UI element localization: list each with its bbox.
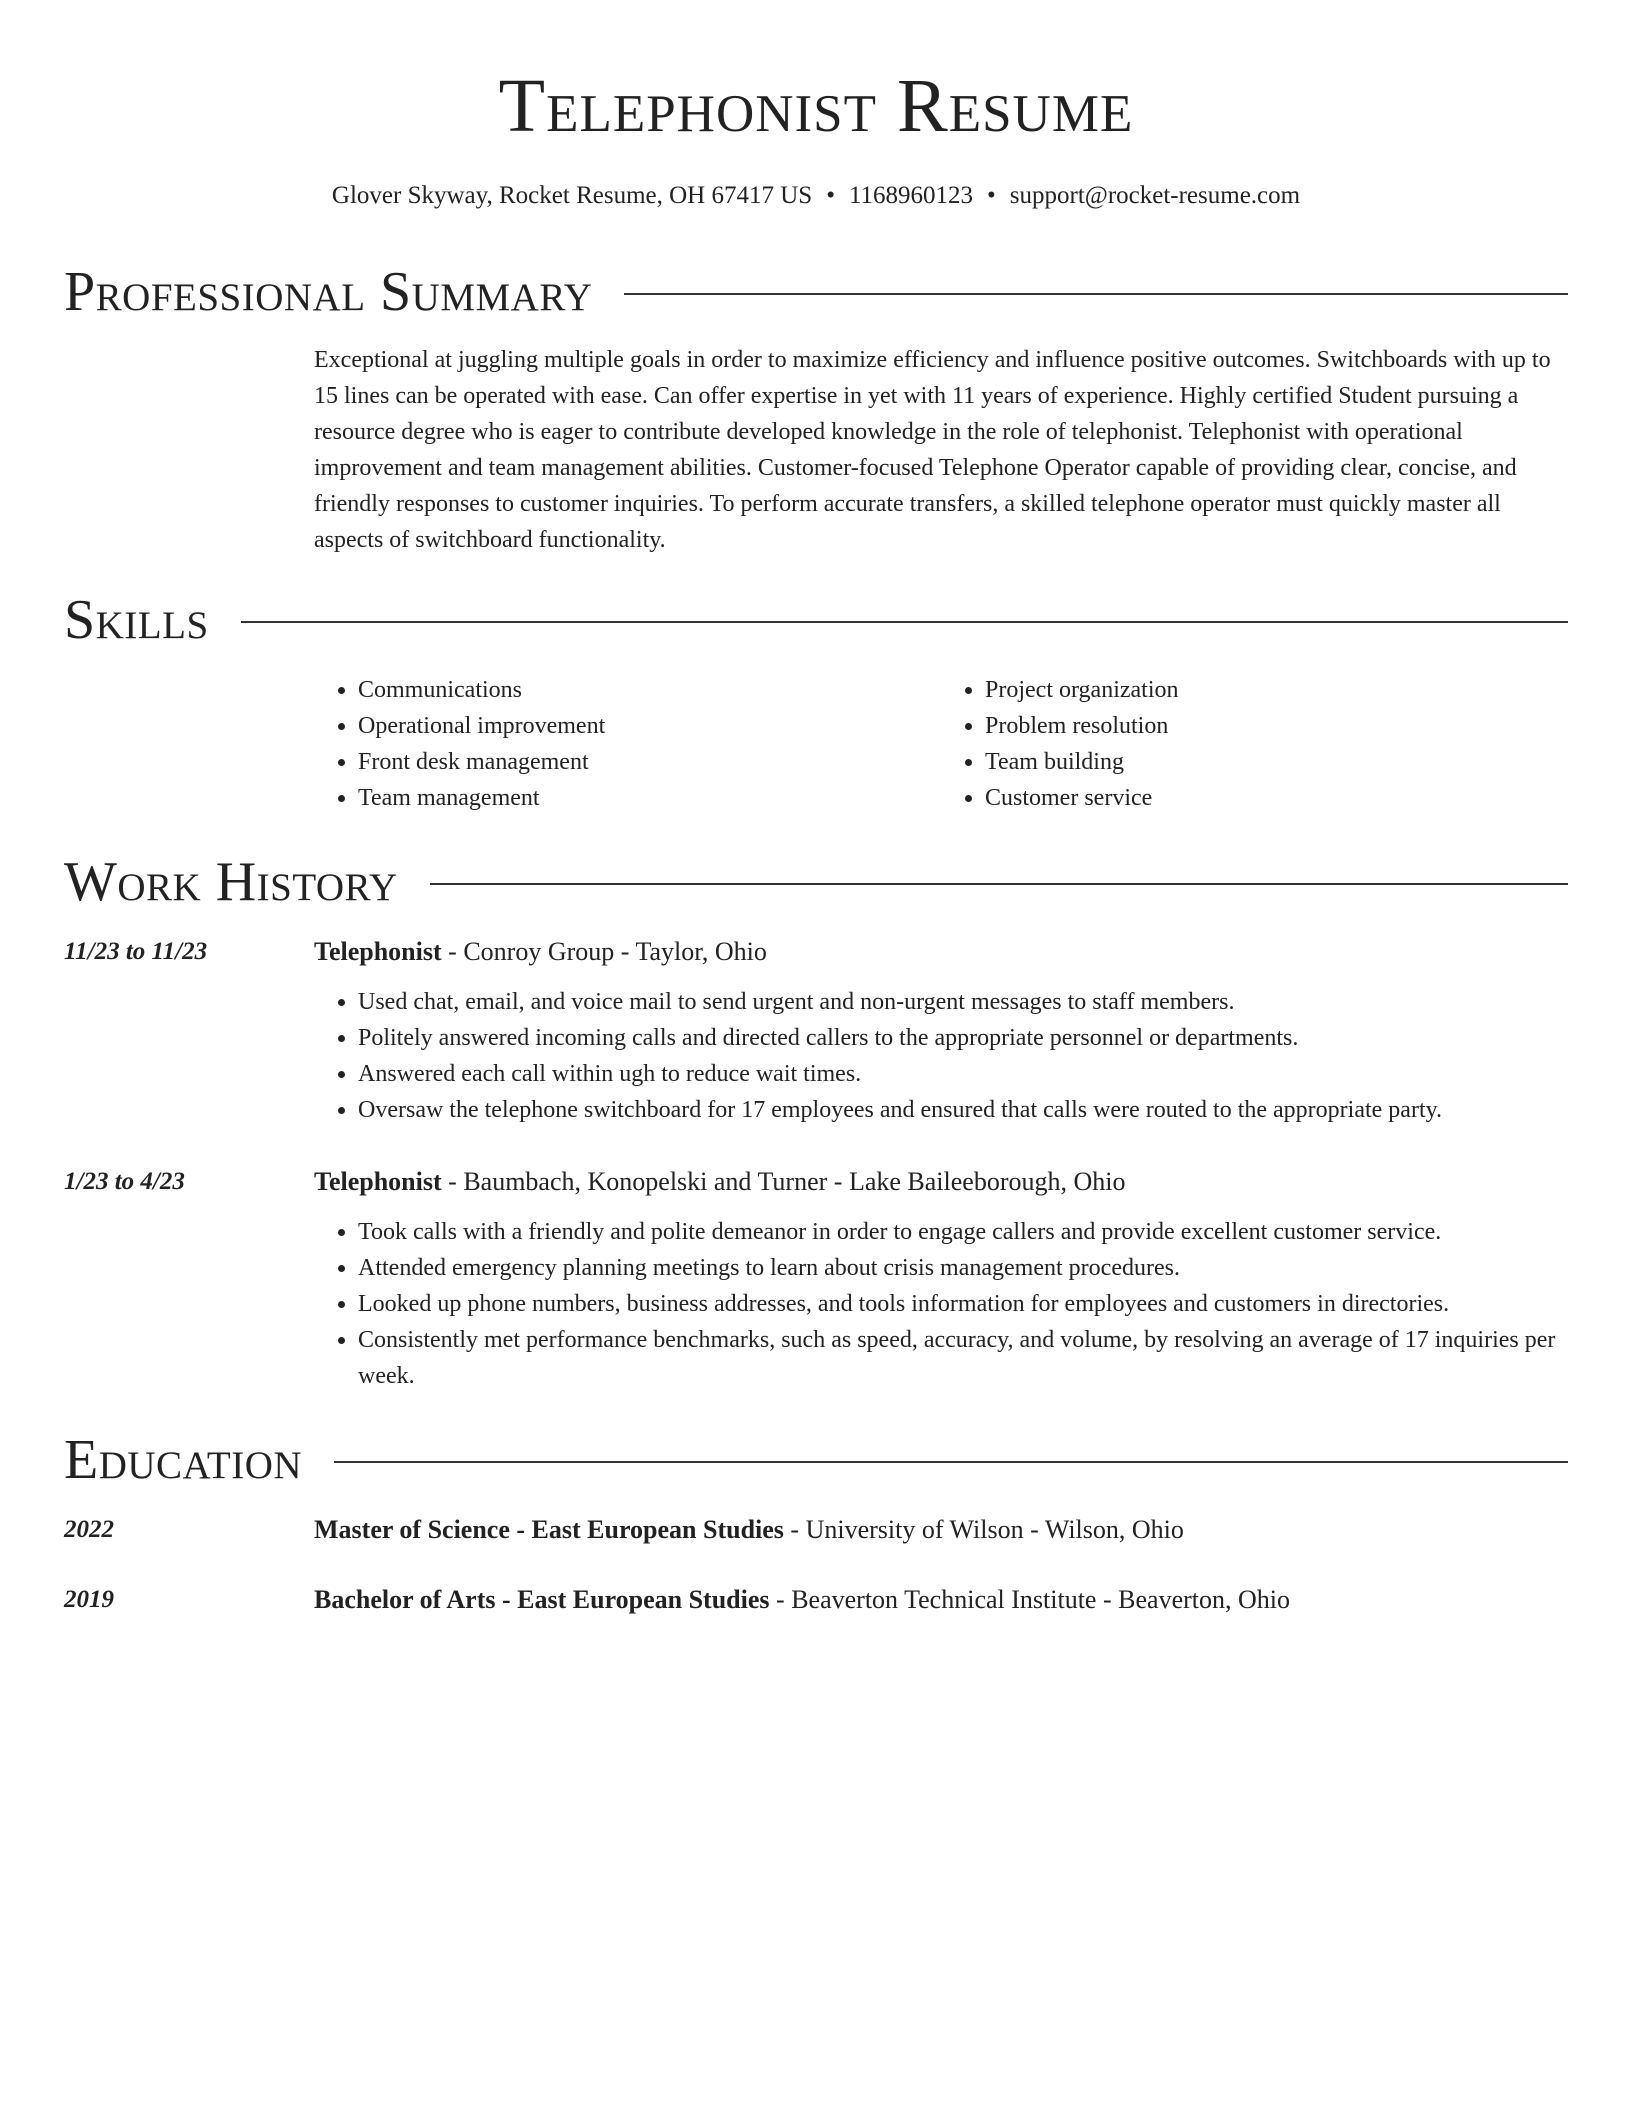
education-body xyxy=(314,1582,1568,1618)
skills-section xyxy=(64,672,1568,816)
skill-item: • Communications xyxy=(358,672,941,708)
skill-item: • Team building xyxy=(985,744,1568,780)
summary-section-header xyxy=(64,260,1568,324)
education-heading: Education xyxy=(64,1429,303,1491)
job-title: Telephonist xyxy=(314,937,442,966)
education-dash: - xyxy=(769,1585,792,1614)
education-school: University of Wilson xyxy=(805,1515,1024,1544)
job-bullet: • Used chat, email, and voice mail to send urgent and non-urgent messages to staff members. xyxy=(358,984,1568,1020)
job-bullet: • Oversaw the telephone switchboard for 17 employees and ensured that calls were routed to the appropriate party. xyxy=(358,1092,1568,1128)
skill-item: • Project organization xyxy=(985,672,1568,708)
education-entry xyxy=(64,1512,1568,1548)
job-title: Telephonist xyxy=(314,1167,442,1196)
contact-separator: • xyxy=(987,182,996,209)
job-body xyxy=(314,1164,1568,1394)
skills-left-gutter xyxy=(64,672,314,816)
job-entry xyxy=(64,934,1568,1128)
work-heading: Work History xyxy=(64,851,398,913)
education-dash: - xyxy=(1096,1585,1119,1614)
job-bullets xyxy=(314,1214,1568,1394)
job-company: Baumbach, Konopelski and Turner xyxy=(463,1167,828,1196)
summary-text: Exceptional at juggling multiple goals in order to maximize efficiency and influence positive outcomes. Switchboards with up to 15 lines can be operated with ease. Can offer expertise in yet with 11 years of experience. Highly certified Student pursuing a resource degree who is eager to contribute developed knowledge in the role of telephonist. Telephonist with operational improvement and team management abilities. Customer-focused Telephone Operator capable of providing clear, concise, and friendly responses to customer inquiries. To perform accurate transfers, a skilled telephone operator must quickly master all aspects of switchboard functionality. xyxy=(314,347,1551,553)
job-bullet: • Took calls with a friendly and polite demeanor in order to engage callers and provide excellent customer service. xyxy=(358,1214,1568,1250)
section-divider xyxy=(624,293,1568,295)
contact-line xyxy=(64,180,1568,212)
skill-item: • Front desk management xyxy=(358,744,941,780)
job-location: Taylor, Ohio xyxy=(635,937,767,966)
job-bullet: • Looked up phone numbers, business addresses, and tools information for employees and customers in directories. xyxy=(358,1286,1568,1322)
education-dash: - xyxy=(783,1515,806,1544)
summary-left-gutter xyxy=(64,342,314,558)
job-body xyxy=(314,934,1568,1128)
job-header xyxy=(314,1164,1568,1200)
skill-item: • Operational improvement xyxy=(358,708,941,744)
skill-item: • Team management xyxy=(358,780,941,816)
section-divider xyxy=(241,621,1568,623)
job-company: Conroy Group xyxy=(463,937,615,966)
job-bullet: • Answered each call within ugh to reduce wait times. xyxy=(358,1056,1568,1092)
education-degree: Master of Science - East European Studies xyxy=(314,1515,784,1544)
skills-heading: Skills xyxy=(64,589,209,651)
contact-address: Glover Skyway, Rocket Resume, OH 67417 US xyxy=(331,182,813,209)
contact-phone: 1168960123 xyxy=(848,182,974,209)
skills-list-left xyxy=(314,672,941,816)
skill-item: • Customer service xyxy=(985,780,1568,816)
education-dash: - xyxy=(1023,1515,1045,1544)
education-location: Wilson, Ohio xyxy=(1044,1515,1184,1544)
job-dates: 1/23 to 4/23 xyxy=(64,1168,185,1195)
job-entry xyxy=(64,1164,1568,1394)
education-location: Beaverton, Ohio xyxy=(1118,1585,1290,1614)
job-dates: 11/23 to 11/23 xyxy=(64,938,208,965)
resume-title: Telephonist Resume xyxy=(498,64,1134,148)
section-divider xyxy=(430,883,1568,885)
education-body xyxy=(314,1512,1568,1548)
education-entry xyxy=(64,1582,1568,1618)
summary-heading: Professional Summary xyxy=(64,261,593,323)
job-bullet: • Attended emergency planning meetings to learn about crisis management procedures. xyxy=(358,1250,1568,1286)
skills-list-right xyxy=(941,672,1568,816)
education-year: 2019 xyxy=(64,1586,114,1613)
education-school: Beaverton Technical Institute xyxy=(791,1585,1097,1614)
education-degree: Bachelor of Arts - East European Studies xyxy=(314,1585,770,1614)
skills-columns xyxy=(314,672,1568,816)
skills-section-header xyxy=(64,588,1568,652)
section-divider xyxy=(334,1461,1568,1463)
education-section-header xyxy=(64,1428,1568,1492)
job-bullets xyxy=(314,984,1568,1128)
job-location: Lake Baileeborough, Ohio xyxy=(848,1167,1126,1196)
education-year: 2022 xyxy=(64,1516,114,1543)
job-header xyxy=(314,934,1568,970)
summary-body xyxy=(314,342,1568,558)
job-dash: - xyxy=(614,937,636,966)
job-dash: - xyxy=(441,937,464,966)
job-bullet: • Politely answered incoming calls and directed callers to the appropriate personnel or departments. xyxy=(358,1020,1568,1056)
job-dash: - xyxy=(827,1167,849,1196)
contact-email: support@rocket-resume.com xyxy=(1009,182,1301,209)
work-section-header xyxy=(64,850,1568,914)
job-dash: - xyxy=(441,1167,464,1196)
contact-separator: • xyxy=(826,182,835,209)
job-bullet: • Consistently met performance benchmarks, such as speed, accuracy, and volume, by resolving an average of 17 inquiries per week. xyxy=(358,1322,1568,1394)
summary-section xyxy=(64,342,1568,558)
skill-item: • Problem resolution xyxy=(985,708,1568,744)
